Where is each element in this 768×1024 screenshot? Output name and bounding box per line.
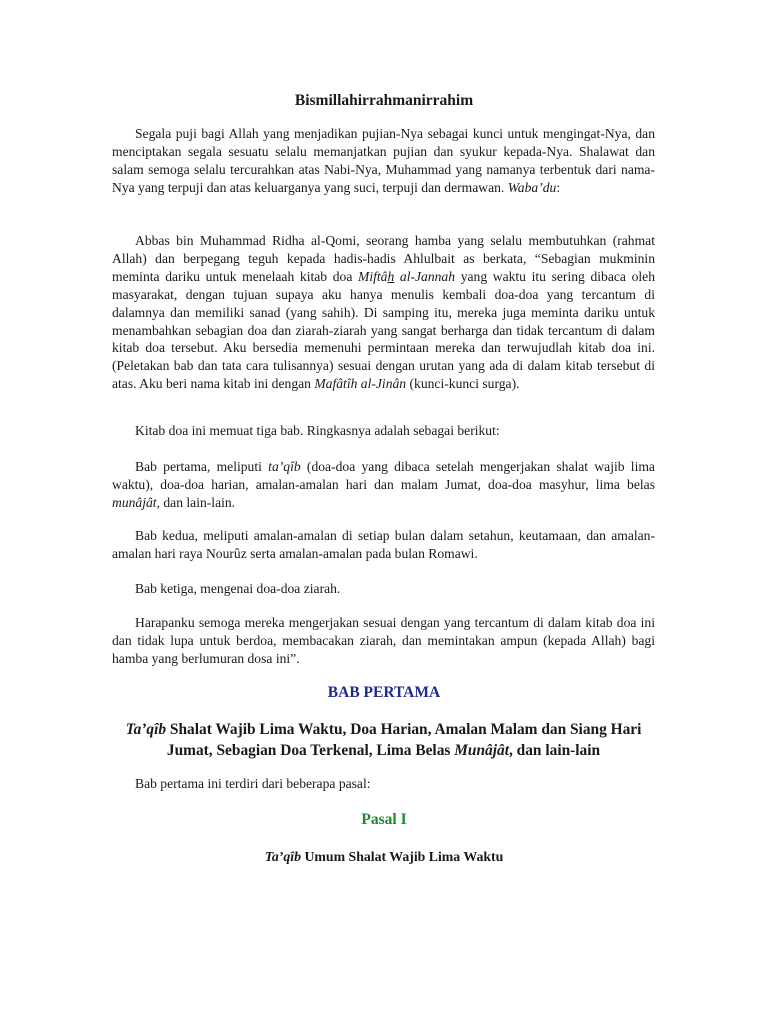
pasal-subheading — [0, 849, 768, 865]
paragraph-intro-end: : — [556, 179, 561, 195]
paragraph-bab-pertama — [112, 458, 655, 512]
paragraph-author-part-a: Abbas bin Muhammad Ridha al-Qomi, seorang hamba yang selalu membutuhkan (rahmat Allah) dan berpegang teguh kepada hadis-hadis Ahlulbait as berkata, “Sebagian mukminin meminta dariku untuk menelaah kitab doa — [112, 233, 655, 284]
pasal-heading: Pasal I — [361, 811, 407, 828]
paragraph-bab-pertama-part-b: (doa-doa yang dibaca setelah mengerjakan shalat wajib lima waktu), doa-doa harian, amalan-amalan hari dan malam Jumat, doa-doa masyhur, lima belas — [112, 459, 655, 492]
book-title-miftah-start: Miftâ — [358, 268, 388, 284]
pasal-sub-text: Umum Shalat Wajib Lima Waktu — [301, 849, 504, 864]
term-taqib: ta’qîb — [268, 459, 301, 474]
paragraph-bab-kedua: Bab kedua, meliputi amalan-amalan di setiap bulan dalam setahun, keutamaan, dan amalan-amalan hari raya Nourûz serta amalan-amalan pada bulan Romawi. — [112, 528, 655, 561]
bab-sub-italic-taqib: Ta’qîb — [125, 721, 167, 738]
book-title-miftah-underlined: h — [387, 268, 395, 284]
paragraph-author-part-c: (kunci-kunci surga). — [409, 376, 520, 392]
book-title-mafatih: Mafâtîh al-Jinân — [314, 376, 407, 392]
paragraph-author-part-b: yang waktu itu sering dibaca oleh masyarakat, dengan tujuan supaya aku hanya menulis kembali doa-doa yang tercantum di dalamnya dan memiliki sanad (yang sahih). Di samping itu, mereka juga meminta dariku untuk menambahkan sebagian doa dan ziarah-ziarah yang sangat berharga dan tidak tercantum di dalam kitab doa tersebut. Aku bersedia memenuhi permintaan mereka dan terwujudlah kitab doa ini. (Peletakan bab dan tata cara tulisannya) sesuai dengan urutan yang ada di dalam kitab tersebut di atas. Aku beri nama kitab ini dengan — [112, 268, 655, 392]
pasal-sub-italic: Ta’qîb — [264, 849, 301, 864]
paragraph-bab-ketiga: Bab ketiga, mengenai doa-doa ziarah. — [135, 581, 341, 596]
term-munajat: munâjât — [112, 494, 157, 510]
paragraph-intro-italic: Waba’du — [507, 179, 557, 195]
bab-sub-italic-munajat: Munâjât — [454, 741, 509, 759]
paragraph-intro-text: Segala puji bagi Allah yang menjadikan pujian-Nya sebagai kunci untuk mengingat-Nya, dan menciptakan segala sesuatu selalu memanjatkan pujian dan syukur kepada-Nya. Shalawat dan salam semoga selalu tercurahkan atas Nabi-Nya, Muhammad yang namanya terbentuk dari nama-Nya yang terpuji dan atas keluarganya yang suci, terpuji dan dermawan. — [112, 126, 655, 195]
book-title-miftah — [358, 269, 455, 284]
bab-sub-end: , dan lain-lain — [508, 741, 601, 759]
bab-pertama-subheading — [112, 720, 655, 761]
paragraph-pasal-intro: Bab pertama ini terdiri dari beberapa pasal: — [135, 776, 371, 791]
bab-pertama-heading: BAB PERTAMA — [327, 684, 441, 701]
paragraph-intro — [112, 125, 655, 197]
paragraph-author — [112, 232, 655, 393]
paragraph-summary: Kitab doa ini memuat tiga bab. Ringkasnya adalah sebagai berikut: — [135, 423, 500, 438]
bab-sub-text: Shalat Wajib Lima Waktu, Doa Harian, Amalan Malam dan Siang Hari Jumat, Sebagian Doa Terkenal, Lima Belas — [166, 721, 642, 759]
paragraph-bab-pertama-part-a: Bab pertama, meliputi — [135, 459, 262, 474]
page-title: Bismillahirrahmanirrahim — [294, 92, 474, 109]
book-title-miftah-end: al-Jannah — [394, 268, 456, 284]
paragraph-harapan: Harapanku semoga mereka mengerjakan sesuai dengan yang tercantum di dalam kitab doa ini dan tidak lupa untuk berdoa, membacakan ziarah, dan memintakan ampun (kepada Allah) bagi hamba yang berlumuran dosa ini”. — [112, 615, 655, 666]
paragraph-bab-pertama-part-c: , dan lain-lain. — [156, 494, 236, 510]
